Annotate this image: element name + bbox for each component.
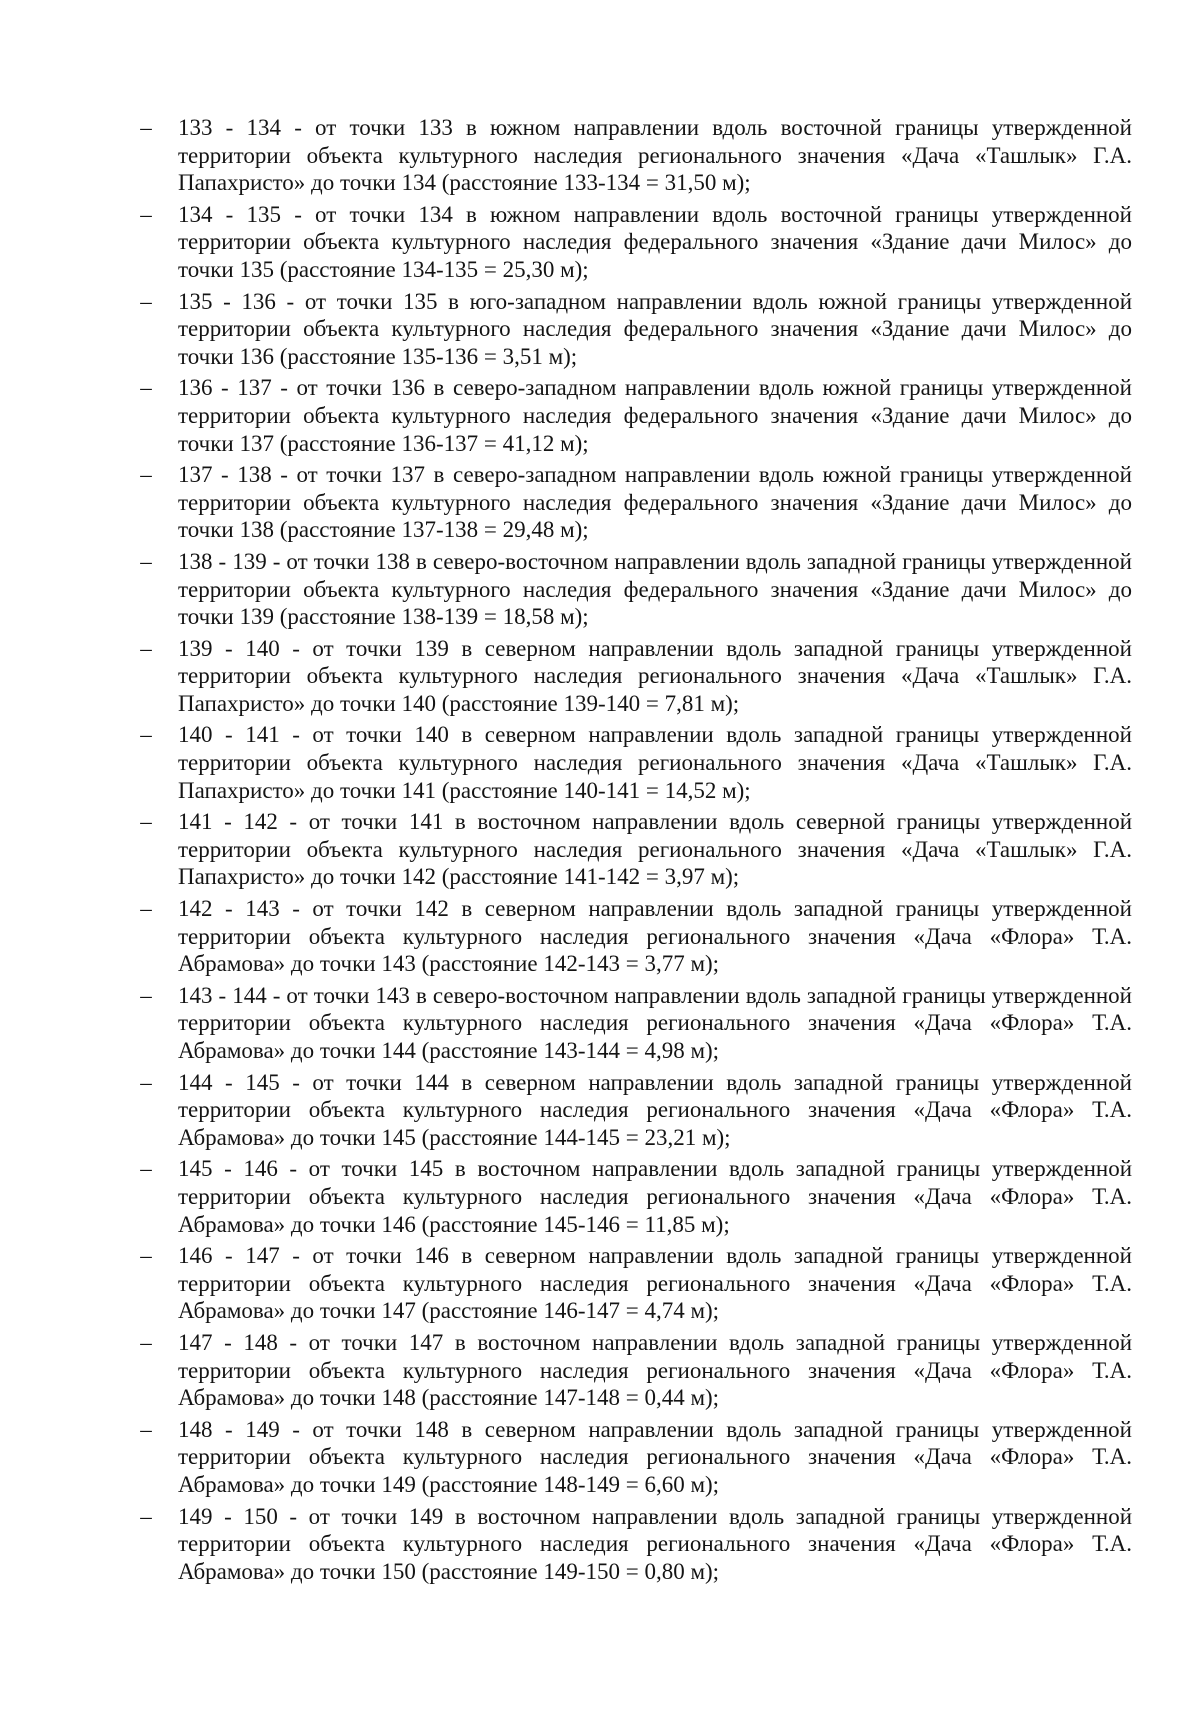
list-item (132, 895, 1132, 978)
list-item (132, 201, 1132, 284)
list-item-text: 148 - 149 - от точки 148 в северном направлении вдоль западной границы утвержденной территории объекта культурного наследия регионального значения «Дача «Флора» Т.А. Абрамова» до точки 149 (расстояние 148-149 = 6,60 м); (178, 1416, 1132, 1497)
list-item-text: 138 - 139 - от точки 138 в северо-восточном направлении вдоль западной границы утвержденной территории объекта культурного наследия федерального значения «Здание дачи Милос» до точки 139 (расстояние 138-139 = 18,58 м); (178, 548, 1132, 630)
list-item (132, 982, 1132, 1065)
list-item-text: 144 - 145 - от точки 144 в северном направлении вдоль западной границы утвержденной территории объекта культурного наследия регионального значения «Дача «Флора» Т.А. Абрамова» до точки 145 (расстояние 144-145 = 23,21 м); (178, 1069, 1132, 1150)
list-item-text: 147 - 148 - от точки 147 в восточном направлении вдоль западной границы утвержденной территории объекта культурного наследия регионального значения «Дача «Флора» Т.А. Абрамова» до точки 148 (расстояние 147-148 = 0,44 м); (178, 1329, 1132, 1411)
list-item-text: 135 - 136 - от точки 135 в юго-западном направлении вдоль южной границы утвержденной территории объекта культурного наследия федерального значения «Здание дачи Милос» до точки 136 (расстояние 135-136 = 3,51 м); (178, 288, 1132, 369)
list-item (132, 721, 1132, 804)
list-item (132, 808, 1132, 891)
list-item-text: 142 - 143 - от точки 142 в северном направлении вдоль западной границы утвержденной территории объекта культурного наследия регионального значения «Дача «Флора» Т.А. Абрамова» до точки 143 (расстояние 142-143 = 3,77 м); (178, 896, 1132, 977)
boundary-description-list (132, 114, 1132, 1589)
list-bullet: – (140, 722, 152, 748)
list-bullet: – (140, 462, 152, 488)
list-item-text: 140 - 141 - от точки 140 в северном направлении вдоль западной границы утвержденной территории объекта культурного наследия регионального значения «Дача «Ташлык» Г.А. Папахристо» до точки 141 (расстояние 140-141 = 14,52 м); (178, 722, 1132, 803)
list-bullet: – (140, 375, 152, 401)
list-bullet: – (140, 1503, 152, 1529)
list-bullet: – (140, 1069, 152, 1095)
list-item-text: 137 - 138 - от точки 137 в северо-западном направлении вдоль южной границы утвержденной территории объекта культурного наследия федерального значения «Здание дачи Милос» до точки 138 (расстояние 137-138 = 29,48 м); (178, 462, 1132, 543)
list-item-text: 133 - 134 - от точки 133 в южном направлении вдоль восточной границы утвержденной территории объекта культурного наследия регионального значения «Дача «Ташлык» Г.А. Папахристо» до точки 134 (расстояние 133-134 = 31,50 м); (178, 115, 1132, 196)
list-item (132, 288, 1132, 371)
list-bullet: – (140, 1156, 152, 1182)
list-item (132, 548, 1132, 631)
list-bullet: – (140, 115, 152, 140)
list-item-text: 149 - 150 - от точки 149 в восточном направлении вдоль западной границы утвержденной территории объекта культурного наследия регионального значения «Дача «Флора» Т.А. Абрамова» до точки 150 (расстояние 149-150 = 0,80 м); (178, 1503, 1132, 1584)
list-item-text: 139 - 140 - от точки 139 в северном направлении вдоль западной границы утвержденной территории объекта культурного наследия регионального значения «Дача «Ташлык» Г.А. Папахристо» до точки 140 (расстояние 139-140 = 7,81 м); (178, 635, 1132, 716)
list-item (132, 1155, 1132, 1238)
list-item (132, 635, 1132, 718)
list-item-text: 134 - 135 - от точки 134 в южном направлении вдоль восточной границы утвержденной территории объекта культурного наследия федерального значения «Здание дачи Милос» до точки 135 (расстояние 134-135 = 25,30 м); (178, 201, 1132, 282)
list-item (132, 1329, 1132, 1412)
list-bullet: – (140, 982, 152, 1008)
list-bullet: – (140, 548, 152, 574)
list-bullet: – (140, 896, 152, 922)
list-item (132, 461, 1132, 544)
list-item-text: 146 - 147 - от точки 146 в северном направлении вдоль западной границы утвержденной территории объекта культурного наследия регионального значения «Дача «Флора» Т.А. Абрамова» до точки 147 (расстояние 146-147 = 4,74 м); (178, 1243, 1132, 1324)
list-bullet: – (140, 1243, 152, 1269)
list-bullet: – (140, 635, 152, 661)
list-item (132, 1416, 1132, 1499)
list-item (132, 374, 1132, 457)
list-item (132, 1503, 1132, 1586)
list-item (132, 1242, 1132, 1325)
list-item-text: 141 - 142 - от точки 141 в восточном направлении вдоль северной границы утвержденной территории объекта культурного наследия регионального значения «Дача «Ташлык» Г.А. Папахристо» до точки 142 (расстояние 141-142 = 3,97 м); (178, 809, 1132, 890)
list-item (132, 1069, 1132, 1152)
list-item-text: 136 - 137 - от точки 136 в северо-западном направлении вдоль южной границы утвержденной территории объекта культурного наследия федерального значения «Здание дачи Милос» до точки 137 (расстояние 136-137 = 41,12 м); (178, 375, 1132, 456)
list-item-text: 143 - 144 - от точки 143 в северо-восточном направлении вдоль западной границы утвержденной территории объекта культурного наследия регионального значения «Дача «Флора» Т.А. Абрамова» до точки 144 (расстояние 143-144 = 4,98 м); (178, 982, 1132, 1063)
list-bullet: – (140, 809, 152, 835)
list-bullet: – (140, 288, 152, 314)
list-item-text: 145 - 146 - от точки 145 в восточном направлении вдоль западной границы утвержденной территории объекта культурного наследия регионального значения «Дача «Флора» Т.А. Абрамова» до точки 146 (расстояние 145-146 = 11,85 м); (178, 1156, 1132, 1237)
list-bullet: – (140, 201, 152, 227)
list-item (132, 114, 1132, 197)
list-bullet: – (140, 1416, 152, 1442)
list-bullet: – (140, 1329, 152, 1355)
